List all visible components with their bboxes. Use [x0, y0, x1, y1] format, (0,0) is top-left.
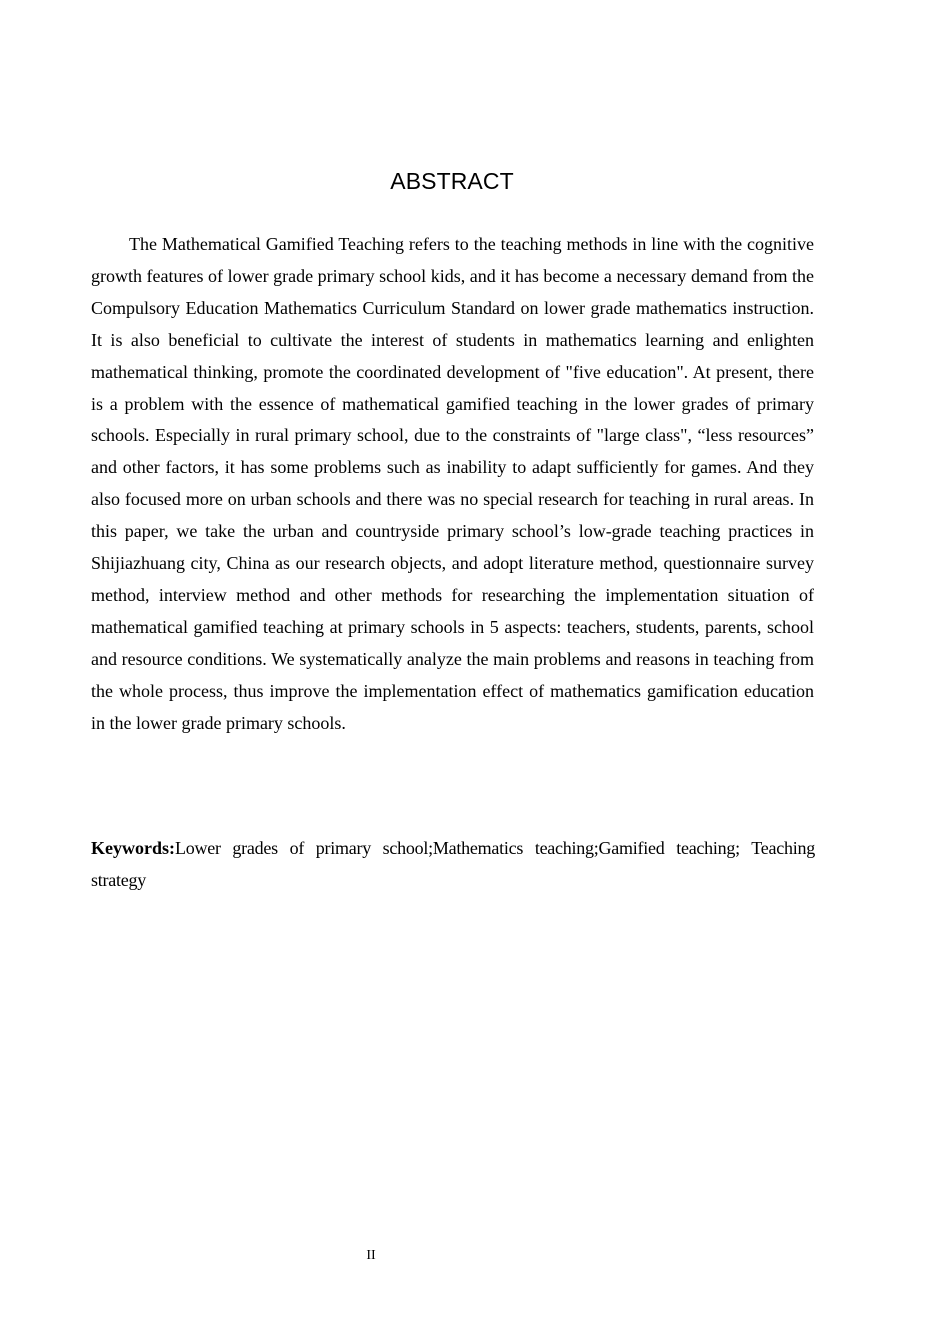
page-number: II: [366, 1248, 376, 1263]
keywords-label: Keywords:: [91, 838, 175, 858]
keywords-line: [91, 832, 815, 896]
abstract-title: ABSTRACT: [390, 168, 514, 194]
abstract-body: The Mathematical Gamified Teaching refers to the teaching methods in line with the cognitive growth features of lower grade primary school kids, and it has become a necessary demand from the Compulsory Education Mathematics Curriculum Standard on lower grade mathematics instruction. It is also beneficial to cultivate the interest of students in mathematics learning and enlighten mathematical thinking, promote the coordinated development of "five education". At present, there is a problem with the essence of mathematical gamified teaching in the lower grades of primary schools. Especially in rural primary school, due to the constraints of "large class", “less resources” and other factors, it has some problems such as inability to adapt sufficiently for games. And they also focused more on urban schools and there was no special research for teaching in rural areas. In this paper, we take the urban and countryside primary school’s low-grade teaching practices in Shijiazhuang city, China as our research objects, and adopt literature method, questionnaire survey method, interview method and other methods for researching the implementation situation of mathematical gamified teaching at primary schools in 5 aspects: teachers, students, parents, school and resource conditions. We systematically analyze the main problems and reasons in teaching from the whole process, thus improve the implementation effect of mathematics gamification education in the lower grade primary schools.: [91, 234, 814, 733]
keywords-text: Lower grades of primary school;Mathematics teaching;Gamified teaching; Teaching strategy: [91, 838, 815, 890]
